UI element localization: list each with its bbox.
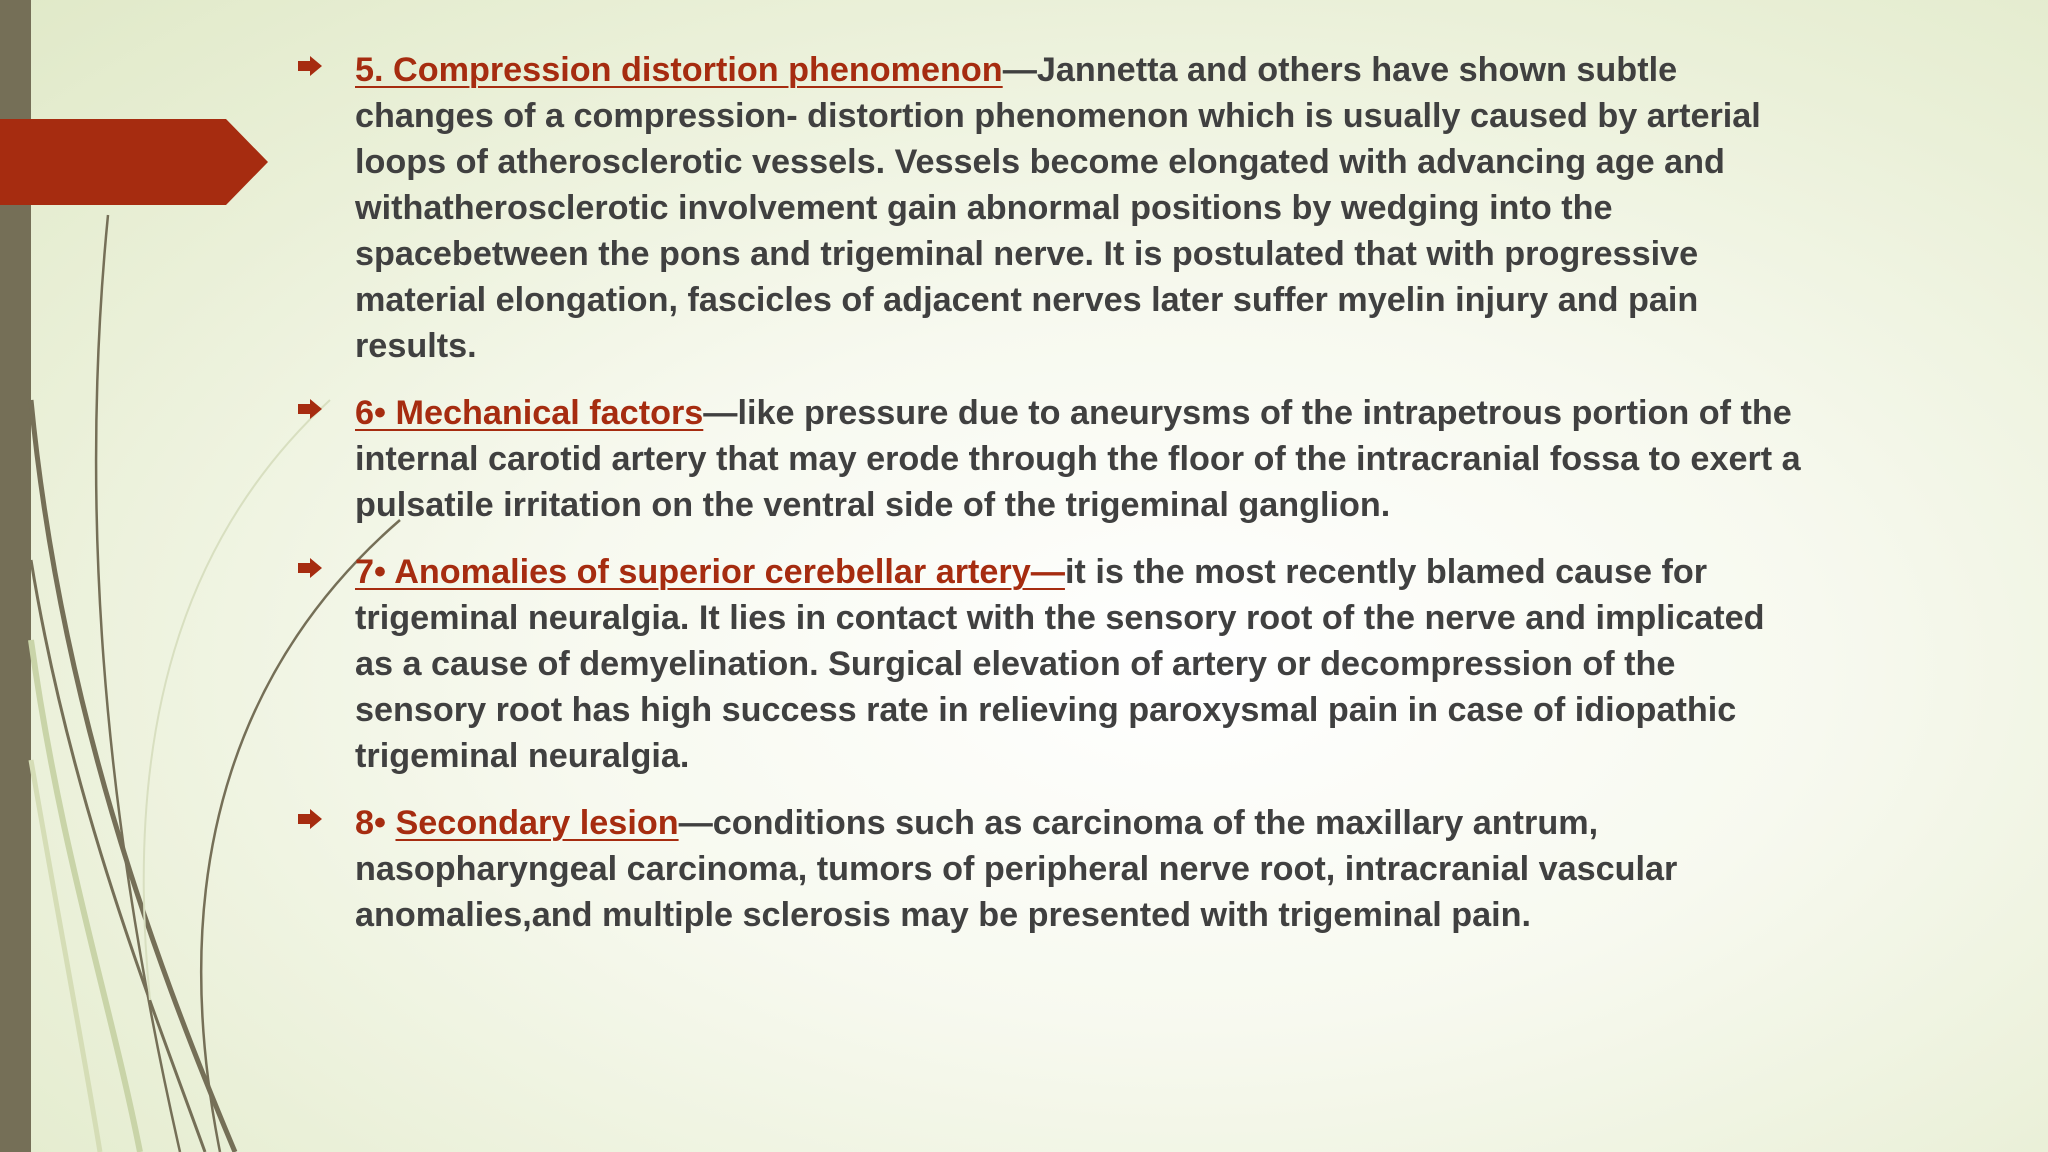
item-body: —like pressure due to aneurysms of the intrapetrous portion of the internal carotid artery that may erode through the floor of the intracranial fossa to exert a pulsatile irritation on the ventral side of the trigeminal ganglion. bbox=[355, 394, 1801, 524]
item-heading: 6• Mechanical factors bbox=[355, 394, 704, 432]
item-heading: 5. Compression distortion phenomenon bbox=[355, 51, 1003, 89]
arrow-right-icon bbox=[298, 558, 322, 578]
item-text bbox=[355, 47, 2018, 369]
list-item bbox=[298, 390, 2018, 528]
list-item bbox=[298, 800, 2018, 938]
item-text bbox=[355, 549, 2018, 779]
bullet-list bbox=[298, 47, 2018, 959]
item-text bbox=[355, 800, 2018, 938]
item-text bbox=[355, 390, 2018, 528]
arrow-right-icon bbox=[298, 56, 322, 76]
item-body: —Jannetta and others have shown subtle changes of a compression- distortion phenomenon which is usually caused by arterial loops of atherosclerotic vessels. Vessels become elongated with advancing age and withatherosclerotic involvement gain abnormal positions by wedging into the spacebetween the pons and trigeminal nerve. It is postulated that with progressive material elongation, fascicles of adjacent nerves later suffer myelin injury and pain results. bbox=[355, 51, 1761, 365]
item-body: it is the most recently blamed cause for trigeminal neuralgia. It lies in contact with the sensory root of the nerve and implicated as a cause of demyelination. Surgical elevation of artery or decompression of the sensory root has high success rate in relieving paroxysmal pain in case of idiopathic trigeminal neuralgia. bbox=[355, 553, 1765, 775]
item-heading: 7• Anomalies of superior cerebellar artery— bbox=[355, 553, 1065, 591]
arrow-right-icon bbox=[298, 809, 322, 829]
list-item bbox=[298, 549, 2018, 779]
item-prefix: 8• bbox=[355, 804, 396, 842]
item-body: —conditions such as carcinoma of the maxillary antrum, nasopharyngeal carcinoma, tumors of peripheral nerve root, intracranial vascular anomalies,and multiple sclerosis may be presented with trigeminal pain. bbox=[355, 804, 1678, 934]
list-item bbox=[298, 47, 2018, 369]
item-heading: Secondary lesion bbox=[395, 804, 679, 842]
arrow-right-icon bbox=[298, 399, 322, 419]
